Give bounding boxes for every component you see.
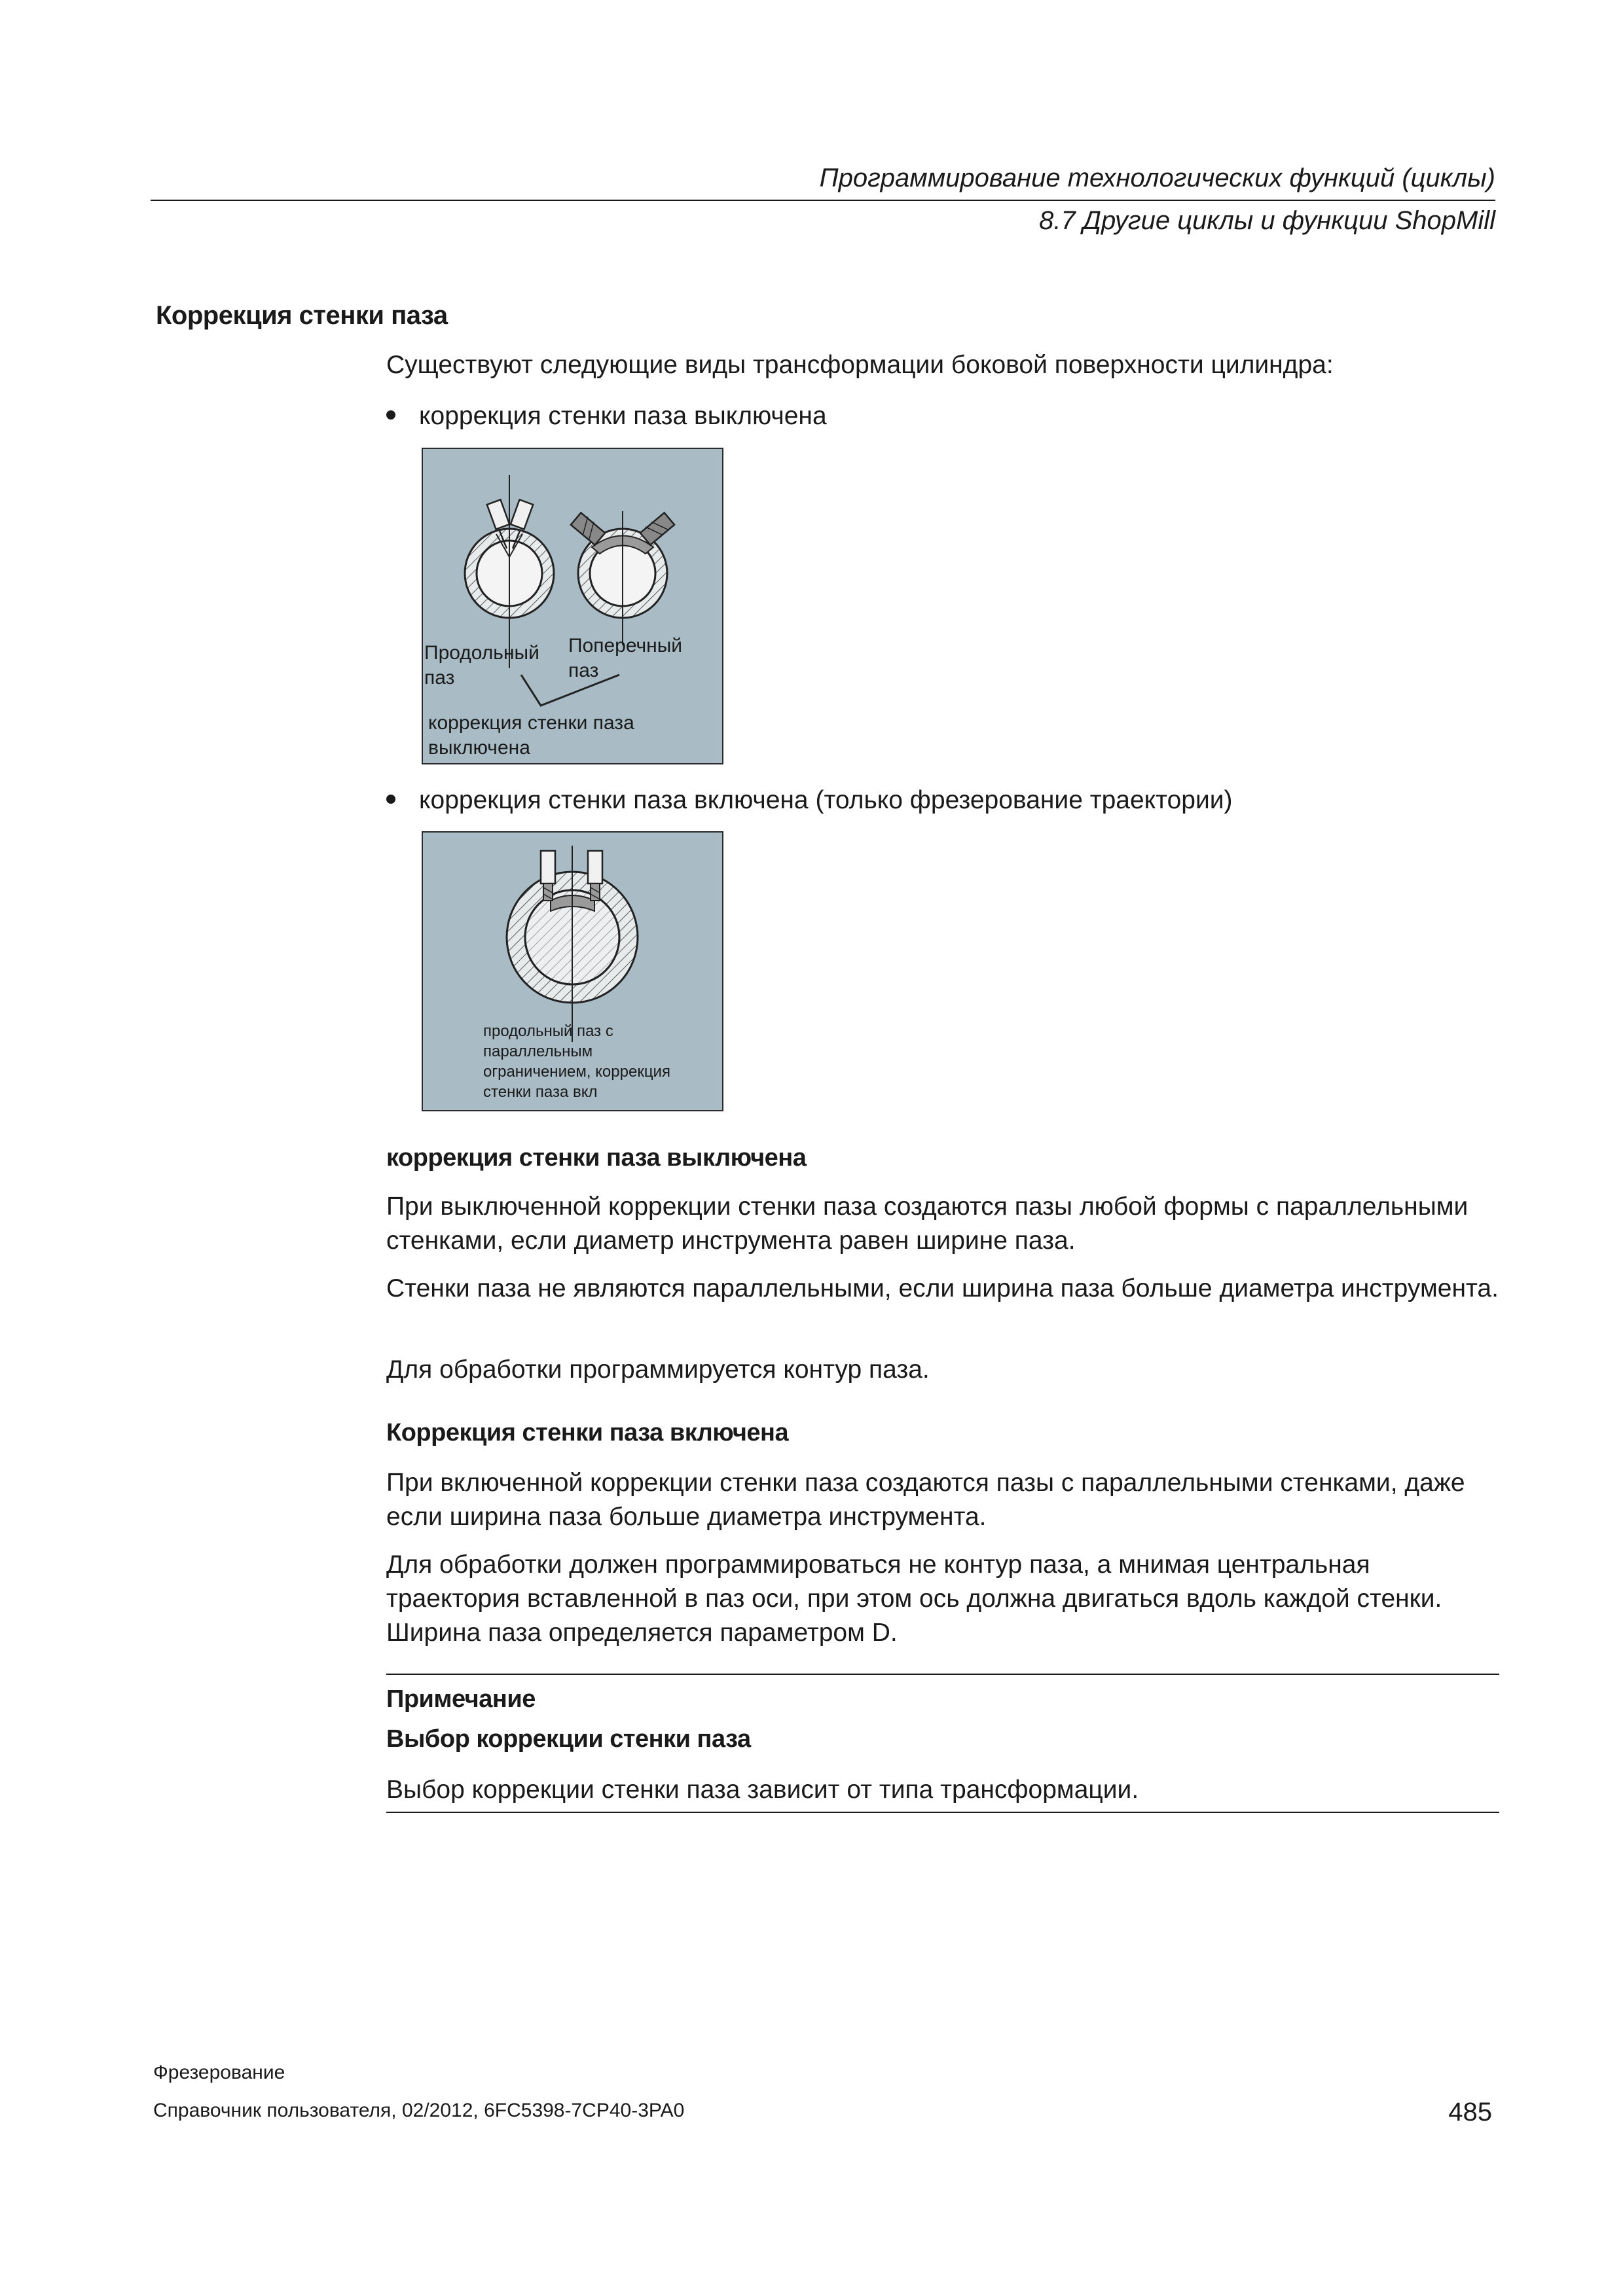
running-header-section: 8.7 Другие циклы и функции ShopMill: [1039, 206, 1495, 235]
subsection-heading-off: коррекция стенки паза выключена: [386, 1144, 807, 1172]
figure2-caption-2: параллельным: [483, 1043, 593, 1060]
figure2-caption-4: стенки паза вкл: [483, 1083, 598, 1101]
figure-wall-correction-off: [422, 448, 723, 764]
footer-book-title: Фрезерование: [153, 2062, 285, 2083]
label-transverse-slot: Поперечный: [568, 635, 683, 656]
note-top-rule: [386, 1674, 1499, 1675]
figure2-caption-1: продольный паз с: [483, 1022, 613, 1040]
figure1-caption-1: коррекция стенки паза: [428, 712, 634, 734]
intro-paragraph: Существуют следующие виды трансформации боковой поверхности цилиндра:: [386, 351, 1334, 379]
paragraph: Для обработки должен программироваться не контур паза, а мнимая центральная траектория вставленной в паз оси, при этом ось должна двигаться вдоль каждой стенки. Ширина паза определяется параметром D.: [386, 1551, 1442, 1647]
figure1-caption-2: выключена: [428, 737, 530, 759]
page-number: 485: [1448, 2098, 1492, 2126]
footer-edition: Справочник пользователя, 02/2012, 6FC5398-7CP40-3PA0: [153, 2100, 685, 2121]
paragraph: Стенки паза не являются параллельными, если ширина паза больше диаметра инструмента.: [386, 1274, 1499, 1302]
bullet-item: [386, 783, 1233, 817]
note-label: Примечание: [386, 1685, 536, 1713]
section-title: Коррекция стенки паза: [156, 301, 448, 330]
bullet-text: коррекция стенки паза включена (только фрезерование траектории): [419, 786, 1233, 814]
bullet-text: коррекция стенки паза выключена: [419, 402, 827, 430]
bullet-dot: [386, 795, 395, 804]
label-longitudinal-slot-2: паз: [424, 667, 455, 689]
subsection-heading-on: Коррекция стенки паза включена: [386, 1419, 789, 1446]
figure2-caption-3: ограничением, коррекция: [483, 1063, 670, 1081]
bullet-dot: [386, 410, 395, 420]
note-text: Выбор коррекции стенки паза зависит от типа трансформации.: [386, 1776, 1139, 1804]
note-bottom-rule: [386, 1812, 1499, 1813]
header-rule: [151, 200, 1495, 201]
paragraph: При включенной коррекции стенки паза создаются пазы с параллельными стенками, даже если ширина паза больше диаметра инструмента.: [386, 1469, 1465, 1531]
paragraph: При выключенной коррекции стенки паза создаются пазы любой формы с параллельными стенками, если диаметр инструмента равен ширине паза.: [386, 1193, 1468, 1255]
figure-wall-correction-on: [422, 831, 723, 1111]
bullet-item: [386, 399, 827, 433]
running-header-chapter: Программирование технологических функций (циклы): [819, 164, 1495, 192]
label-longitudinal-slot: Продольный: [424, 642, 539, 664]
paragraph: Для обработки программируется контур паза.: [386, 1355, 930, 1384]
note-title: Выбор коррекции стенки паза: [386, 1725, 751, 1753]
label-transverse-slot-2: паз: [568, 660, 599, 681]
